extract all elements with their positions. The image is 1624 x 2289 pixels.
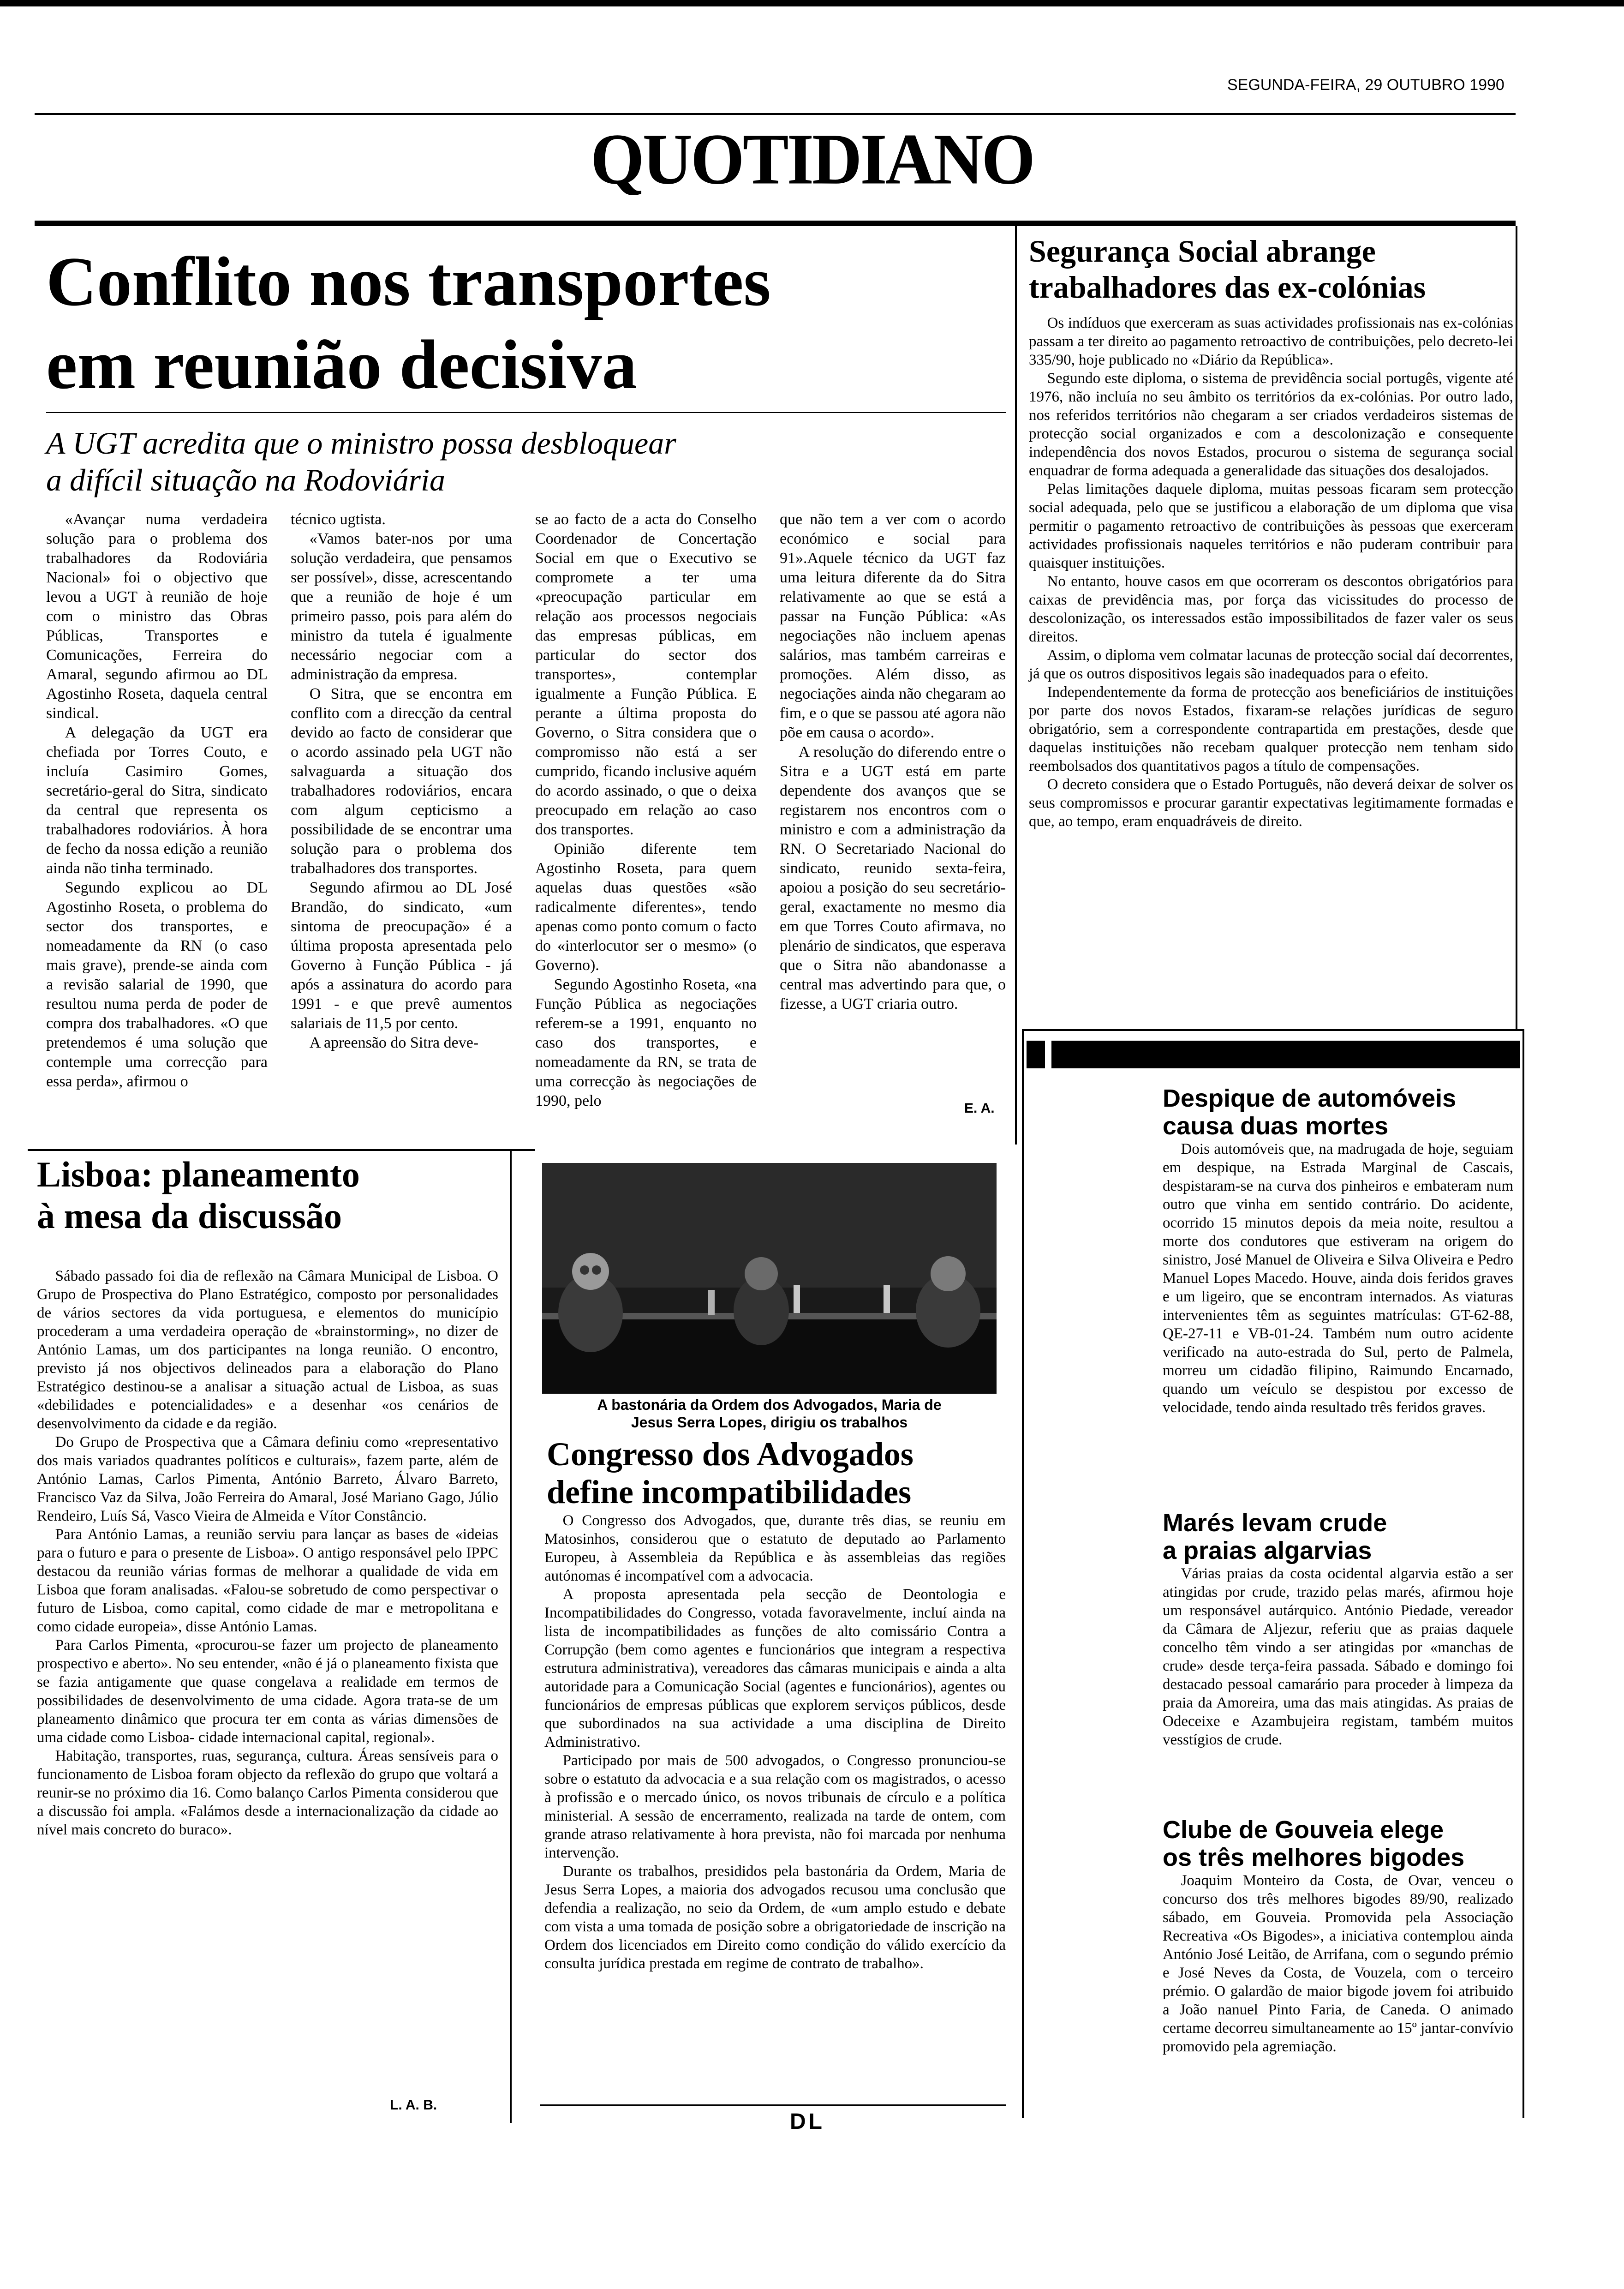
- congress-photo-image: [542, 1163, 997, 1394]
- brief-3-headline: [1163, 1816, 1513, 1871]
- brief-1-headline-line1: Despique de automóveis: [1163, 1085, 1457, 1112]
- lead-paragraph: A delegação da UGT era chefiada por Torres Couto, e incluía Casimiro Gomes, secretário-geral do Sitra, sindicato da central que representa os trabalhadores rodoviários. À hora de fecho da nossa edição a reunião ainda não tinha terminado.: [46, 724, 268, 877]
- lead-paragraph: técnico ugtista.: [291, 511, 386, 528]
- lead-paragraph: Segundo Agostinho Roseta, «na Função Pública as negociações referem-se a 1991, enquanto no caso dos transportes, e nomeadamente da RN, se trata de uma correcção às negociações de 1990, pelo: [535, 976, 757, 1109]
- brief-3: [1163, 1816, 1513, 2056]
- brief-1-text: Dois automóveis que, na madrugada de hoje, seguiam em despique, na Estrada Marginal de Cascais, despistaram-se na curva dos pinheiros e embateram num outro que vinha em sentido contrário. Do acidente, ocorrido 15 minutos depois da meia noite, resultou a morte dos condutores que estiveram na origem do sinistro, José Manuel de Oliveira e Silva Oliveira e Pedro Manuel Lopes Macedo. Houve, ainda dois feridos graves e um ligeiro, que se encontram internados. As viaturas intervenientes têm as seguintes matrículas: GT-62-88, QE-27-11 e VB-01-24. Também num outro acidente verificado na auto-estrada do Sul, perto de Palmela, morreu um cidadão filipino, Raimundo Encarnado, quando um veículo se despistou por excesso de velocidade, tendo ainda resultado três feridos graves.: [1163, 1141, 1513, 1416]
- seguranca-paragraph: Os indíduos que exerceram as suas actividades profissionais nas ex-colónias passam a ter direito ao pagamento retroactivo de contribuições, pelo decreto-lei 335/90, hoje publicado no «Diário da República».: [1029, 315, 1513, 368]
- lisboa-signature: L. A. B.: [390, 2097, 437, 2113]
- lead-column-4: [780, 510, 1006, 1014]
- seguranca-headline-line2: trabalhadores das ex-colónias: [1029, 270, 1426, 305]
- advogados-body: [544, 1511, 1006, 1973]
- lisboa-paragraph: Habitação, transportes, ruas, segurança, cultura. Áreas sensíveis para o funcionamento de Lisboa foram objecto da reflexão do grupo que voltará a reunir-se no próximo dia 16. Como balanço Carlos Pimenta considerou que a discussão foi ampla. «Falámos desde a internacionalização da cidade ao nível mais concreto do buraco».: [37, 1748, 498, 1838]
- photo-caption-line2: Jesus Serra Lopes, dirigiu os trabalhos: [631, 1414, 908, 1431]
- lead-paragraph: «Avançar numa verdadeira solução para o problema dos trabalhadores da Rodoviária Nacional» foi o objectivo que levou a UGT à reunião de hoje com o ministro das Obras Públicas, Transportes e Comunicações, Ferreira do Amaral, segundo afirmou ao DL Agostinho Roseta, daquela central sindical.: [46, 511, 268, 722]
- advogados-paragraph: Participado por mais de 500 advogados, o Congresso pronunciou-se sobre o estatuto da advocacia e a sua relação com os magistrados, o acesso à profissão e o mercado único, os novos tribunais de círculo e a política ministerial. A sessão de encerramento, realizada na tarde de ontem, com grande atraso relativamente à hora prevista, não foi marcada por nenhuma intervenção.: [544, 1752, 1006, 1861]
- seguranca-headline-line1: Segurança Social abrange: [1029, 234, 1376, 269]
- brief-3-text: Joaquim Monteiro da Costa, de Ovar, venceu o concurso dos três melhores bigodes 89/90, realizado sábado, em Gouveia. Promovida pela Associação Recreativa «Os Bigodes», a iniciativa contemplou ainda António José Leitão, de Arrifana, com o segundo prémio e José Neves da Costa, de Vouzela, com o terceiro prémio. O galardão de maior bigode jovem foi atribuido a João nanuel Pinto Faria, de Caneda. O animado certame decorreu simultaneamente ao 15º jantar-convívio promovido pela agremiação.: [1163, 1872, 1513, 2055]
- seguranca-paragraph: O decreto considera que o Estado Português, não deverá deixar de solver os seus compromissos e procurar garantir expectativas legitimamente formadas e que, ao tempo, eram enquadráveis de direito.: [1029, 776, 1513, 830]
- brief-2-headline-line1: Marés levam crude: [1163, 1509, 1387, 1537]
- section-title: QUOTIDIANO: [590, 119, 1034, 200]
- issue-date: SEGUNDA-FEIRA, 29 OUTUBRO 1990: [1227, 76, 1505, 94]
- lead-subtitle-line2: a difícil situação na Rodoviária: [46, 462, 446, 497]
- brief-3-headline-line1: Clube de Gouveia elege: [1163, 1816, 1444, 1844]
- lead-subtitle-line1: A UGT acredita que o ministro possa desbloquear: [46, 425, 676, 461]
- advogados-paragraph: O Congresso dos Advogados, que, durante três dias, se reuniu em Matosinhos, considerou que o estatuto de deputado ao Parlamento Europeu, à Assembleia da República e às assembleias das regiões autónomas é incompatível com a advocacia.: [544, 1512, 1006, 1584]
- advogados-paragraph: Durante os trabalhos, presididos pela bastonária da Ordem, Maria de Jesus Serra Lopes, a maioria dos advogados recusou uma conclusão que defendia a realização, no seio da Ordem, de «um amplo estudo e debate com vista a uma tomada de posição sobre a obrigatoriedade de inscrição na Ordem dos licenciados em Direito como condição do válido exercício da consulta jurídica prestada em regime de contrato de trabalho».: [544, 1863, 1006, 1972]
- lead-paragraph: O Sitra, que se encontra em conflito com a direcção da central devido ao facto de considerar que o acordo assinado pela UGT não salvaguarda a situação dos trabalhadores rodoviários, encara com algum cepticismo a possibilidade de se encontrar uma solução para o problema dos trabalhadores dos transportes.: [291, 685, 512, 877]
- brief-1: [1163, 1085, 1513, 1417]
- lisboa-headline: [37, 1154, 503, 1237]
- seguranca-paragraph: Independentemente da forma de protecção aos beneficiários de instituições por parte dos novos Estados, fixaram-se relações jurídicas de seguro obrigatório, sem a correspondente contrapartida em prestações, desde que daquelas instituições não recebam qualquer protecção nem tenham sido reembolsados dos quantitativos pagos a título de compensações.: [1029, 684, 1513, 774]
- brief-2-text: Várias praias da costa ocidental algarvia estão a ser atingidas por crude, trazido pelas marés, afirmou hoje um responsável autárquico. António Piedade, vereador da Câmara de Aljezur, referiu que as praias daquele concelho têm vindo a ser atingidas por «manchas de crude» desde terça-feira passada. Sábado e domingo foi destacado pessoal camarário para proceder à limpeza da praia da Amoreira, uma das mais atingidas. As praias de Odeceixe e Azambujeira registam, também muitos vesstígios de crude.: [1163, 1565, 1513, 1748]
- seguranca-body: [1029, 314, 1513, 831]
- brief-2: [1163, 1509, 1513, 1749]
- lead-paragraph: A apreensão do Sitra deve-: [309, 1034, 479, 1051]
- lisboa-paragraph: Para António Lamas, a reunião serviu para lançar as bases de «ideias para o futuro e para o presente de Lisboa». O antigo responsável pelo IPPC destacou da reunião várias formas de melhorar a qualidade de vida em Lisboa que foram analisadas. «Falou-se sobretudo de como perspectivar o futuro de Lisboa, como capital, como cidade de mar e metropolitana e como cidade europeia», disse António Lamas.: [37, 1526, 498, 1635]
- lead-signature: E. A.: [964, 1101, 995, 1116]
- header-rule: [35, 113, 1516, 115]
- lead-headline-line2: em reunião decisiva: [46, 326, 637, 403]
- lead-column-3: [535, 510, 757, 1111]
- lisboa-paragraph: Do Grupo de Prospectiva que a Câmara definiu como «representativo dos mais variados quadrantes políticos e culturais», fazem parte, além de António Lamas, Carlos Pimenta, António Barreto, Álvaro Barreto, Francisco Vaz da Silva, João Ferreira do Amaral, José Mariano Gago, Júlio Rendeiro, Luís Sá, Vasco Vieira de Almeida e Vítor Constâncio.: [37, 1434, 498, 1524]
- lisboa-paragraph: Sábado passado foi dia de reflexão na Câmara Municipal de Lisboa. O Grupo de Prospectiva do Plano Estratégico, composto por personalidades de vários sectores da vida portuguesa, e elementos do município procederam a uma verdadeira operação de «brainstorming», no dizer de António Lamas, um dos participantes na longa reunião. O encontro, previsto já nos objectivos delineados para a elaboração do Plano Estratégico destinou-se a analisar a situação actual de Lisboa, as suas «debilidades e potencialidades» e a desenhar «os cenários de desenvolvimento da cidade e da região.: [37, 1268, 498, 1432]
- lead-paragraph: A resolução do diferendo entre o Sitra e a UGT está em parte dependente dos avanços que se registarem nos encontros com o ministro e com a administração da RN. O Secretariado Nacional do sindicato, reunido sexta-feira, apoiou a posição do seu secretário-geral, exactamente no mesmo dia em que Torres Couto afirmava, no plenário de sindicatos, que esperava que o Sitra não abandonasse a central mas advertindo para que, o fizesse, a UGT criaria outro.: [780, 743, 1006, 1013]
- lead-headline: [46, 240, 1010, 406]
- brief-2-headline: [1163, 1509, 1513, 1564]
- photo-caption: [542, 1396, 997, 1431]
- lisboa-body: [37, 1267, 498, 1839]
- seguranca-paragraph: Assim, o diploma vem colmatar lacunas de protecção social daí decorrentes, já que os outros dispositivos legais são inadequados para o efeito.: [1029, 647, 1513, 682]
- photo-caption-line1: A bastonária da Ordem dos Advogados, Maria de: [597, 1396, 942, 1413]
- lisboa-headline-line2: à mesa da discussão: [37, 1196, 342, 1236]
- briefs-banner-notch: [1045, 1041, 1051, 1068]
- advogados-headline-line1: Congresso dos Advogados: [547, 1436, 914, 1473]
- briefs-banner: [1027, 1041, 1520, 1068]
- brief-3-headline-line2: os três melhores bigodes: [1163, 1844, 1465, 1871]
- lead-subtitle: [46, 425, 1006, 498]
- lead-headline-line1: Conflito nos transportes: [46, 243, 771, 320]
- seguranca-headline: [1029, 233, 1518, 305]
- advogados-headline-line2: define incompatibilidades: [547, 1474, 912, 1510]
- seguranca-paragraph: Segundo este diploma, o sistema de previdência social portugês, vigente até 1976, não incluía no seu âmbito os territórios da ex-colónias. Por outro lado, nos referidos territórios não chegaram a ser criados verdadeiros sistemas de protecção social organizados e com a descolonização e consequente independência dos novos Estados, procurou o sistema de segurança social enquadrar de forma adequada a generalidade das situações dos desalojados.: [1029, 370, 1513, 479]
- lisboa-paragraph: Para Carlos Pimenta, «procurou-se fazer um projecto de planeamento prospectivo e aberto». No seu entender, «não é já o planeamento fixista que se fazia antigamente que quase congelava a realidade em termos de possibilidades de desenvolvimento de uma cidade. Agora trata-se de um planeamento dinâmico que procura ter em conta as várias dimensões de uma cidade como Lisboa- cidade internacional capital, regional».: [37, 1637, 498, 1746]
- lead-column-1: [46, 510, 268, 1091]
- seguranca-paragraph: Pelas limitações daquele diploma, muitas pessoas ficaram sem protecção social adequada, pelo que se justificou a elaboração de um diploma que visa permitir o pagamento retroactivo de contribuições às pessoas que exerceram actividades profissionais naqueles territórios e não puderam contribuir para quaisquer instituições.: [1029, 481, 1513, 571]
- brief-1-headline: [1163, 1085, 1513, 1140]
- lead-paragraph: que não tem a ver com o acordo económico e social para 91».Aquele técnico da UGT faz uma leitura diferente da do Sitra relativamente ao que se está a passar na Função Pública: «As negociações não incluem apenas salários, mas também carreiras e promoções. Além disso, as negociações ainda não chegaram ao fim, e o que se passou até agora não põe em causa o acordo».: [780, 511, 1006, 741]
- lead-paragraph: Opinião diferente tem Agostinho Roseta, para quem aquelas duas questões «são radicalmente diferentes», tendo apenas como ponto comum o facto do «interlocutor ser o mesmo» (o Governo).: [535, 840, 757, 974]
- lead-column-2: [291, 510, 512, 1053]
- lead-paragraph: Segundo afirmou ao DL José Brandão, do sindicato, «um sintoma de preocupação» é a última proposta apresentada pelo Governo à Função Pública - já após a assinatura do acordo para 1991 - e que prevê aumentos salariais de 11,5 por cento.: [291, 879, 512, 1032]
- lead-paragraph: se ao facto de a acta do Conselho Coordenador de Concertação Social em que o Executivo se compromete a ter uma «preocupação particular em relação aos processos negociais das empresas públicas, em particular do sector dos transportes», contemplar igualmente a Função Pública. E perante a última proposta do Governo, o Sitra considera que o compromisso não está a ser cumprido, ficando inclusive aquém do acordo assinado, o que o deixa preocupado em relação ao caso dos transportes.: [535, 511, 757, 838]
- advogados-headline: [547, 1435, 1003, 1511]
- brief-1-headline-line2: causa duas mortes: [1163, 1112, 1389, 1140]
- lead-paragraph: «Vamos bater-nos por uma solução verdadeira, que pensamos ser possível», disse, acrescentando que a reunião de hoje é um primeiro passo, pois para além do ministro da tutela é igualmente necessário negociar com a administração da empresa.: [291, 530, 512, 683]
- congress-photo: [542, 1163, 997, 1394]
- lead-paragraph: Segundo explicou ao DL Agostinho Roseta, o problema do sector dos transportes, e nomeadamente da RN (o caso mais grave), prende-se ainda com a revisão salarial de 1990, que resultou numa perda de poder de compra dos trabalhadores. «O que pretendemos é uma solução que contemple uma correcção para essa perda», afirmou o: [46, 879, 268, 1090]
- seguranca-paragraph: No entanto, houve casos em que ocorreram os descontos obrigatórios para caixas de previdência mas, por força das vicissitudes do processo de descolonização, os interessados estão impossibilitados de fazer valer os seus direitos.: [1029, 573, 1513, 645]
- footer-logo: DL: [790, 2109, 825, 2134]
- brief-2-headline-line2: a praias algarvias: [1163, 1537, 1372, 1564]
- lisboa-headline-line1: Lisboa: planeamento: [37, 1154, 360, 1194]
- advogados-paragraph: A proposta apresentada pela secção de Deontologia e Incompatibilidades do Congresso, votada favoravelmente, incluí ainda na lista de incompatibilidades as funções de alto comissário Contra a Corrupção (bem como agentes e funcionários que integram a respectiva estrutura administrativa), vereadores das câmaras municipais e ainda a alta autoridade para a Comunicação Social (agentes e funcionários), agentes ou funcionários de empresas públicas que explorem serviços públicos, desde que subordinados na sua actividade a uma disciplina de Direito Administrativo.: [544, 1586, 1006, 1750]
